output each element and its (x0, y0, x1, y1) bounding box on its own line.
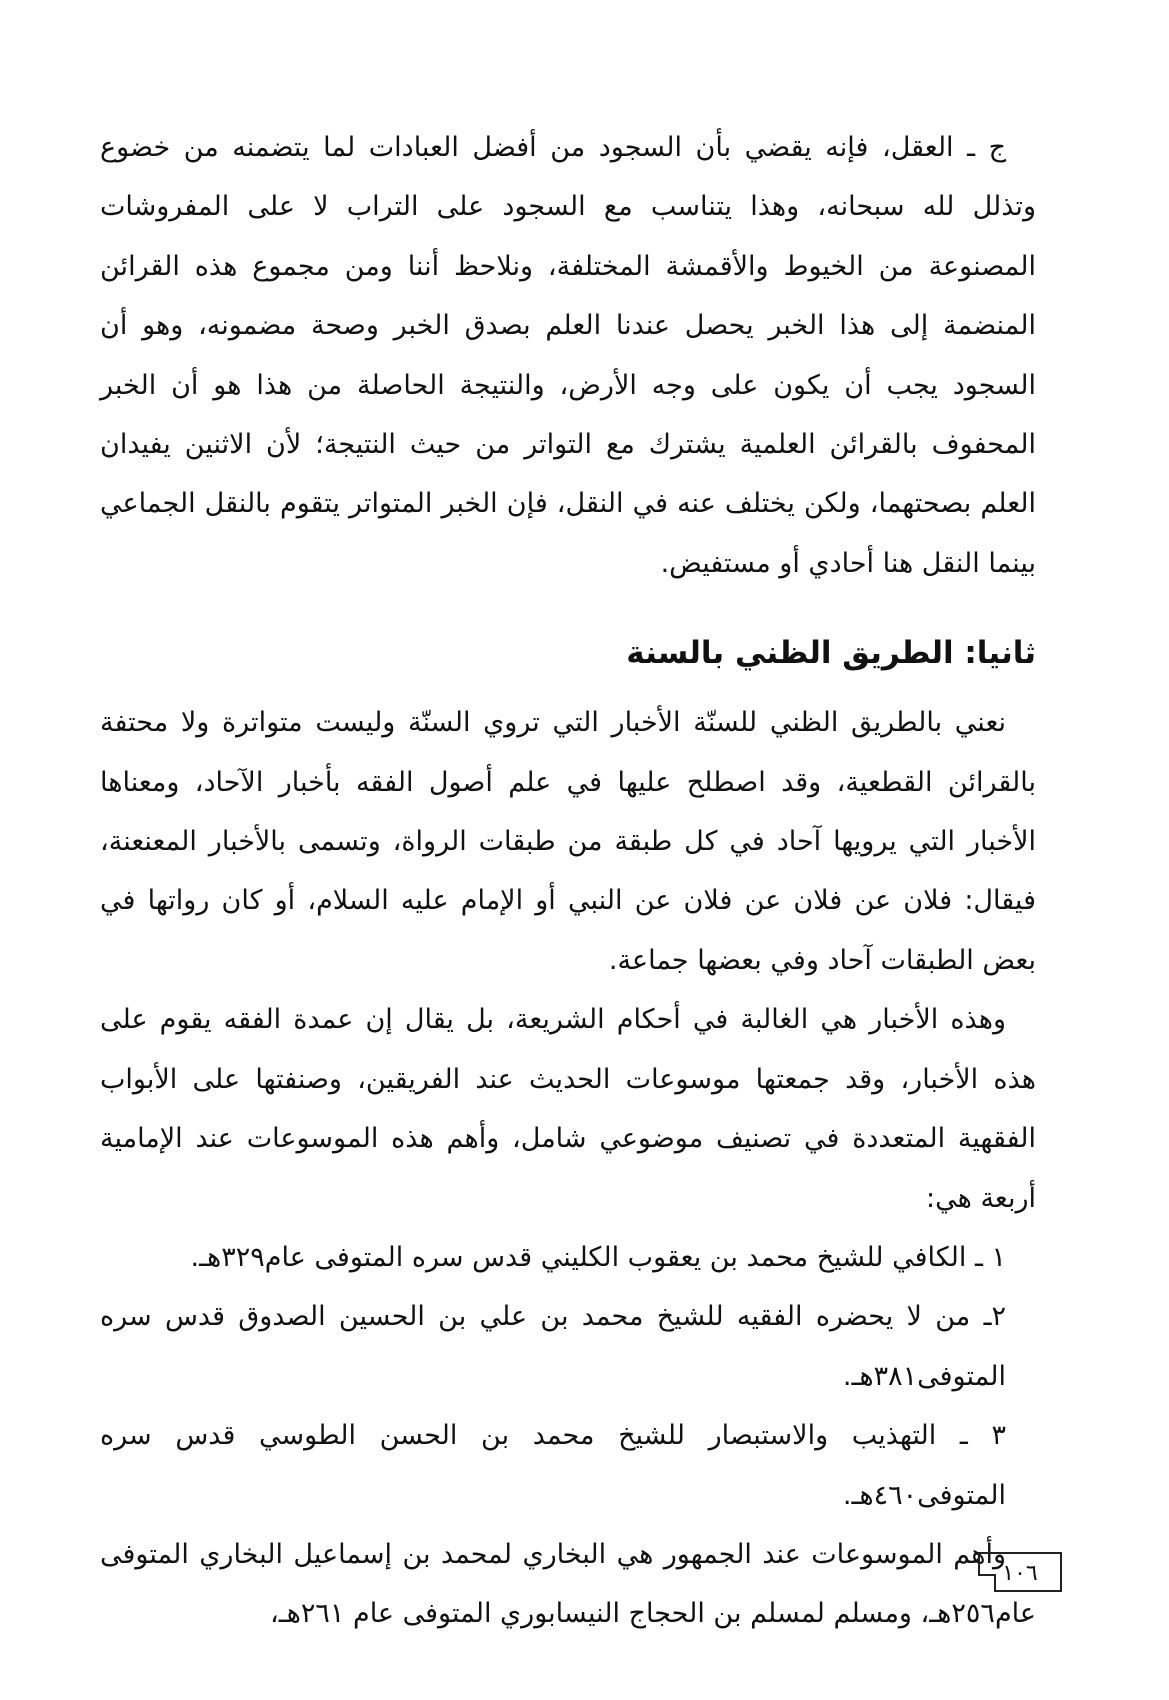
paragraph-reason-intellect: ج ـ العقل، فإنه يقضي بأن السجود من أفضل العبادات لما يتضمنه من خضوع وتذلل لله سبحانه، وهذا يتناسب مع السجود على التراب لا على المفروشات المصنوعة من الخيوط والأقمشة المختلفة، ونلاحظ أننا ومن مجموع هذه القرائن المنضمة إلى هذا الخبر يحصل عندنا العلم بصدق الخبر وصحة مضمونه، وهو أن السجود يجب أن يكون على وجه الأرض، والنتيجة الحاصلة من هذا هو أن الخبر المحفوف بالقرائن العلمية يشترك مع التواتر من حيث النتيجة؛ لأن الاثنين يفيدان العلم بصحتهما، ولكن يختلف عنه في النقل، فإن الخبر المتواتر يتقوم بالنقل الجماعي بينما النقل هنا أحادي أو مستفيض. (100, 132, 1036, 579)
page-body (100, 118, 1036, 1644)
list-item-faqih: ٢ـ من لا يحضره الفقيه للشيخ محمد بن علي بن الحسين الصدوق قدس سره المتوفى٣٨١هـ. (100, 1301, 1006, 1392)
paragraph-jumhur: وأهم الموسوعات عند الجمهور هي البخاري لمحمد بن إسماعيل البخاري المتوفى عام٢٥٦هـ، ومسلم لمسلم بن الحجاج النيسابوري المتوفى عام ٢٦١هـ، (100, 1538, 1036, 1630)
list-item-tahdhib: ٣ ـ التهذيب والاستبصار للشيخ محمد بن الحسن الطوسي قدس سره المتوفى٤٦٠هـ. (100, 1420, 1006, 1511)
paragraph-definition: نعني بالطريق الظني للسنّة الأخبار التي تروي السنّة وليست متواترة ولا محتفة بالقرائن القطعية، وقد اصطلح عليها في علم أصول الفقه بأخبار الآحاد، ومعناها الأخبار التي يرويها آحاد في كل طبقة من طبقات الرواة، وتسمى بالأخبار المعنعنة، فيقال: فلان عن فلان عن فلان عن النبي أو الإمام عليه السلام، أو كان رواتها في بعض الطبقات آحاد وفي بعضها جماعة. (100, 707, 1036, 976)
section-heading: ثانيا: الطريق الظني بالسنة (626, 635, 1036, 672)
page-number-text: ١٠٦ (1002, 1561, 1038, 1586)
page-number (978, 1552, 1062, 1592)
list-item-kafi: ١ ـ الكافي للشيخ محمد بن يعقوب الكليني قدس سره المتوفى عام٣٢٩هـ. (190, 1241, 1006, 1273)
page-corner-fold-icon (978, 1574, 996, 1592)
paragraph-encyclopedias: وهذه الأخبار هي الغالبة في أحكام الشريعة، بل يقال إن عمدة الفقه يقوم على هذه الأخبار، وقد جمعتها موسوعات الحديث عند الفريقين، وصنفتها على الأبواب الفقهية المتعددة في تصنيف موضوعي شامل، وأهم هذه الموسوعات عند الإمامية أربعة هي: (100, 1004, 1036, 1214)
